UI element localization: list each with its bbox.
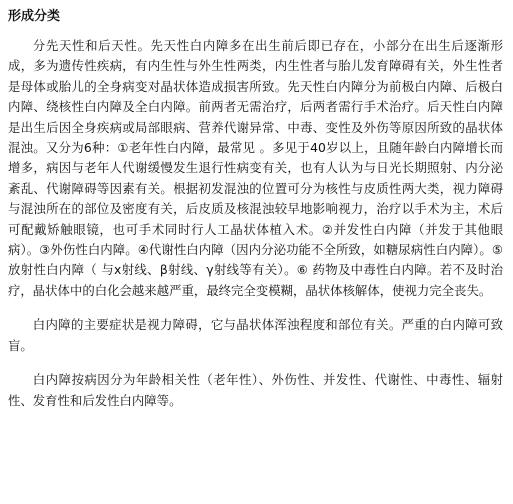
- paragraph-symptoms: 白内障的主要症状是视力障碍，它与晶状体浑浊程度和部位有关。严重的白内障可致盲。: [8, 317, 503, 353]
- paragraph-causes: 白内障按病因分为年龄相关性（老年性）、外伤性、并发性、代谢性、中毒性、辐射性、发育性和后发性白内障等。: [8, 372, 503, 408]
- paragraph-classification: 分先天性和后天性。先天性白内障多在出生前后即已存在，小部分在出生后逐渐形成，多为遗传性疾病，有内生性与外生性两类，内生性者与胎儿发育障碍有关，外生性者是母体或胎儿的全身病变对晶状体造成损害所致。先天性白内障分为前极白内障、后极白内障、绕核性白内障及全白内障。前两者无需治疗，后两者需行手术治疗。后天性白内障是出生后因全身疾病或局部眼病、营养代谢异常、中毒、变性及外伤等原因所致的晶状体混浊。又分为6种：①老年性白内障，最常见 。多见于40岁以上，且随年龄白内障增长而增多，病因与老年人代谢缓慢发生退行性病变有关，也有人认为与日光长期照射、内分泌紊乱、代谢障碍等因素有关。根据初发混浊的位置可分为核性与皮质性两大类，视力障碍与混浊所在的部位及密度有关，后皮质及核混浊较早地影响视力，治疗以手术为主，术后可配戴矫触眼镜，也可手术同时行人工晶状体植入术。②并发性白内障（并发于其他眼病）。③外伤性白内障。④代谢性白内障（因内分泌功能不全所致，如糖尿病性白内障）。⑤放射性白内障（ 与x射线、β射线、γ射线等有关）。⑥ 药物及中毒性白内障。若不及时治疗，晶状体中的白化会越来越严重，最终完全变模糊，晶状体核解体，使视力完全丧失。: [8, 38, 503, 298]
- section-heading: 形成分类: [8, 9, 61, 24]
